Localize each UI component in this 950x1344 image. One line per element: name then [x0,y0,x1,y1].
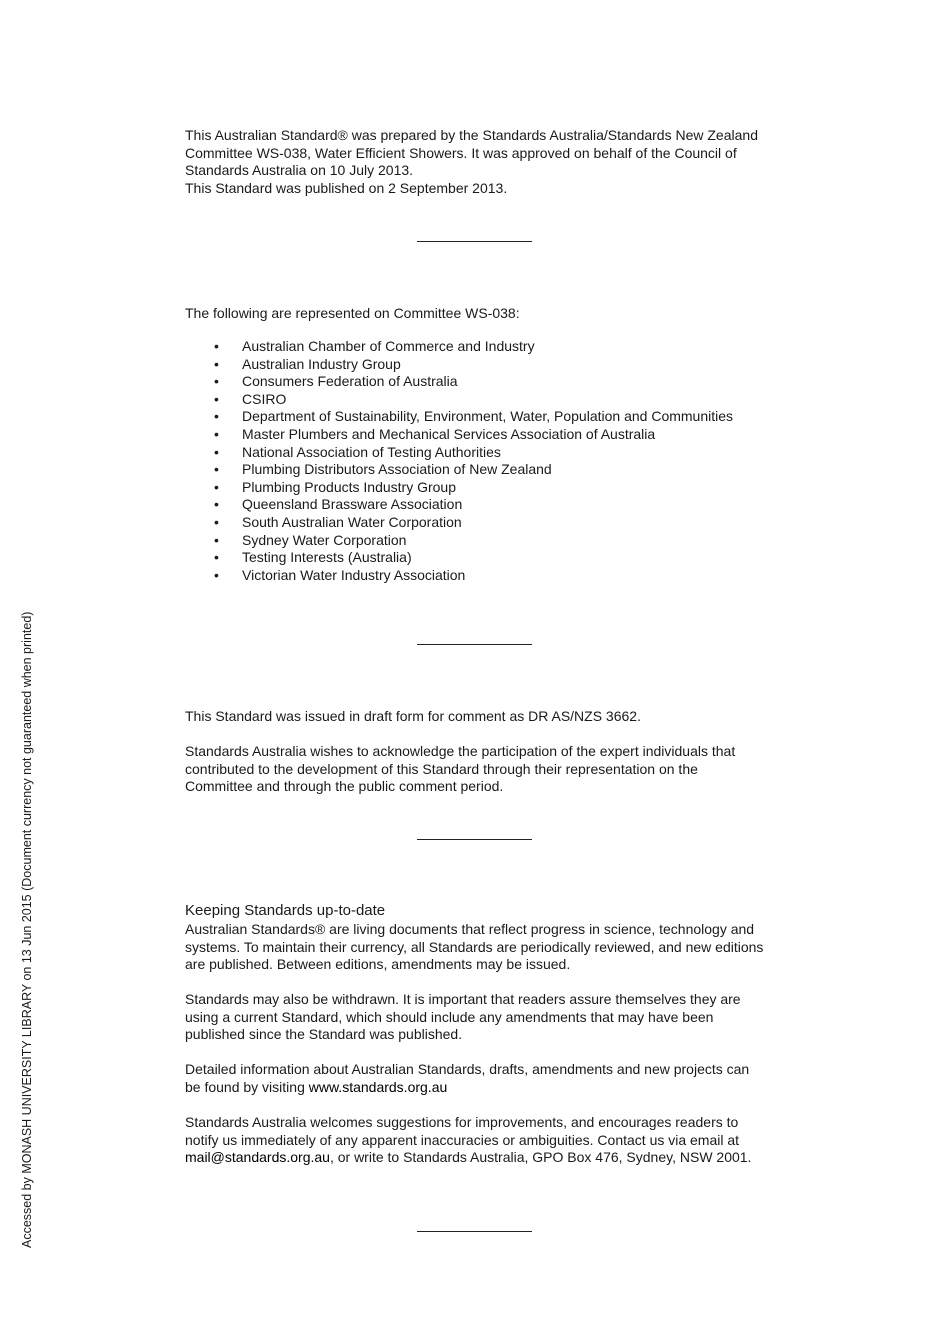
keeping-paragraph-3 [185,1061,785,1096]
committee-intro-text: The following are represented on Committee WS-038: [185,305,520,321]
bullet-icon: • [214,373,219,390]
bullet-icon: • [214,531,219,548]
bullet-icon: • [214,549,219,566]
text-line: Australian Standards® are living documents that reflect progress in science, technology and [185,921,755,937]
member-name: South Australian Water Corporation [242,513,462,530]
text-line: Standards may also be withdrawn. It is important that readers assure themselves they are [185,991,741,1007]
section-heading: Keeping Standards up-to-date [185,902,386,919]
text-line: Standards Australia wishes to acknowledge the participation of the expert individuals that [185,743,736,759]
bullet-icon: • [214,496,219,513]
member-name: CSIRO [242,390,287,407]
member-name: Plumbing Products Industry Group [242,478,456,495]
bullet-icon: • [214,513,219,530]
draft-issued-text: This Standard was issued in draft form for comment as DR AS/NZS 3662. [185,708,641,724]
text-line: are published. Between editions, amendments may be issued. [185,956,571,972]
contact-email-link[interactable]: mail@standards.org.au [185,1149,330,1165]
bullet-icon: • [214,408,219,425]
acknowledgement [185,743,785,796]
member-name: Department of Sustainability, Environment, Water, Population and Communities [242,408,734,425]
member-name: Sydney Water Corporation [242,531,407,548]
member-name: Australian Industry Group [242,355,401,372]
bullet-icon: • [214,461,219,478]
standards-website-link[interactable]: www.standards.org.au [308,1078,448,1095]
member-name: Plumbing Distributors Association of New Zealand [242,461,552,478]
text-line [185,1079,785,1097]
bullet-icon: • [214,425,219,442]
keeping-paragraph-2 [185,991,785,1044]
text-line: contributed to the development of this Standard through their representation on the [185,760,698,777]
bullet-icon: • [214,390,219,407]
member-name: National Association of Testing Authorities [242,443,501,460]
text-line: Committee and through the public comment period. [185,778,504,794]
bullet-icon: • [214,338,219,354]
member-name: Master Plumbers and Mechanical Services Association of Australia [242,425,656,442]
text-line: published since the Standard was published. [185,1026,463,1042]
keeping-paragraph-1 [185,921,785,974]
text-line: using a current Standard, which should include any amendments that may have been [185,1008,714,1025]
member-name: Queensland Brassware Association [242,496,463,513]
text-line: Standards Australia welcomes suggestions for improvements, and encourages readers to [185,1114,739,1130]
member-name: Victorian Water Industry Association [242,566,466,583]
bullet-icon: • [214,478,219,495]
member-name: Testing Interests (Australia) [242,549,412,566]
section-divider [417,644,532,645]
bullet-icon: • [214,443,219,460]
keeping-paragraph-4 [185,1114,785,1167]
text-line: This Australian Standard® was prepared by the Standards Australia/Standards New Zealand [185,127,758,143]
preparation-statement [185,127,785,197]
member-name: Australian Chamber of Commerce and Industry [242,338,535,354]
text-line: Committee WS-038, Water Efficient Showers. It was approved on behalf of the Council of [185,144,737,161]
text-fragment: be found by visiting [185,1078,309,1095]
text-line [185,1149,785,1167]
draft-statement [185,708,785,726]
bullet-icon: • [214,355,219,372]
access-watermark: Accessed by MONASH UNIVERSITY LIBRARY on 13 Jun 2015 (Document currency not guaranteed when printed) [20,611,34,1248]
text-line: systems. To maintain their currency, all Standards are periodically reviewed, and new editions [185,938,764,955]
text-line: Detailed information about Australian Standards, drafts, amendments and new projects can [185,1061,750,1077]
section-divider [417,1231,532,1232]
section-divider [417,839,532,840]
text-line: Standards Australia on 10 July 2013. [185,162,414,178]
text-line: This Standard was published on 2 September 2013. [185,179,508,196]
text-line: notify us immediately of any apparent inaccuracies or ambiguities. Contact us via email at [185,1131,740,1148]
bullet-icon: • [214,566,219,583]
text-fragment: , or write to Standards Australia, GPO Box 476, Sydney, NSW 2001. [329,1149,752,1165]
section-divider [417,241,532,242]
committee-intro [185,305,785,323]
member-name: Consumers Federation of Australia [242,373,458,390]
